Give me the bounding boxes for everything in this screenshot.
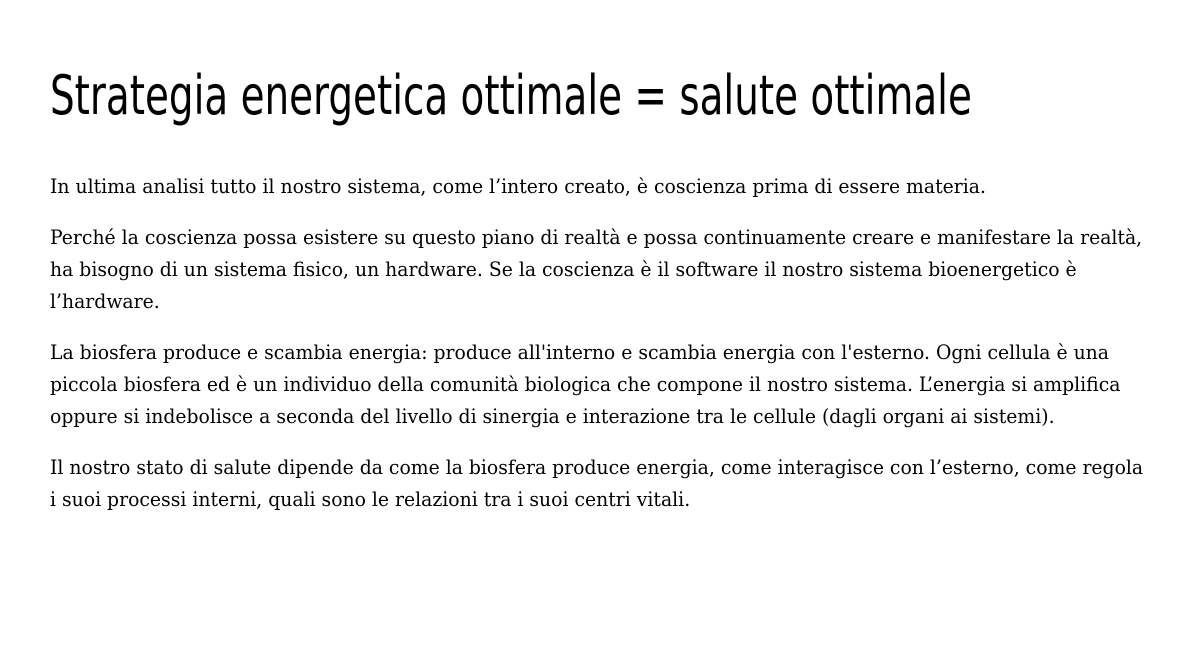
paragraph-3: La biosfera produce e scambia energia: produce all'interno e scambia energia con l'esterno. Ogni cellula è una piccola biosfera ed è un individuo della comunità biologica che compone il nostro sistema. L’energia si amplifica oppure si indebolisce a seconda del livello di sinergia e interazione tra le cellule (dagli organi ai sistemi). (50, 340, 1121, 428)
paragraph-2: Perché la coscienza possa esistere su questo piano di realtà e possa continuamente creare e manifestare la realtà, ha bisogno di un sistema fisico, un hardware. Se la coscienza è il software il nostro sistema bioenergetico è l’hardware. (50, 225, 1143, 313)
paragraph-4: Il nostro stato di salute dipende da come la biosfera produce energia, come interagisce con l’esterno, come regola i suoi processi interni, quali sono le relazioni tra i suoi centri vitali. (50, 455, 1144, 511)
paragraph-1: In ultima analisi tutto il nostro sistema, come l’intero creato, è coscienza prima di essere materia. (50, 174, 986, 198)
slide-title: Strategia energetica ottimale = salute ottimale (50, 64, 972, 127)
slide-body (50, 170, 1150, 534)
